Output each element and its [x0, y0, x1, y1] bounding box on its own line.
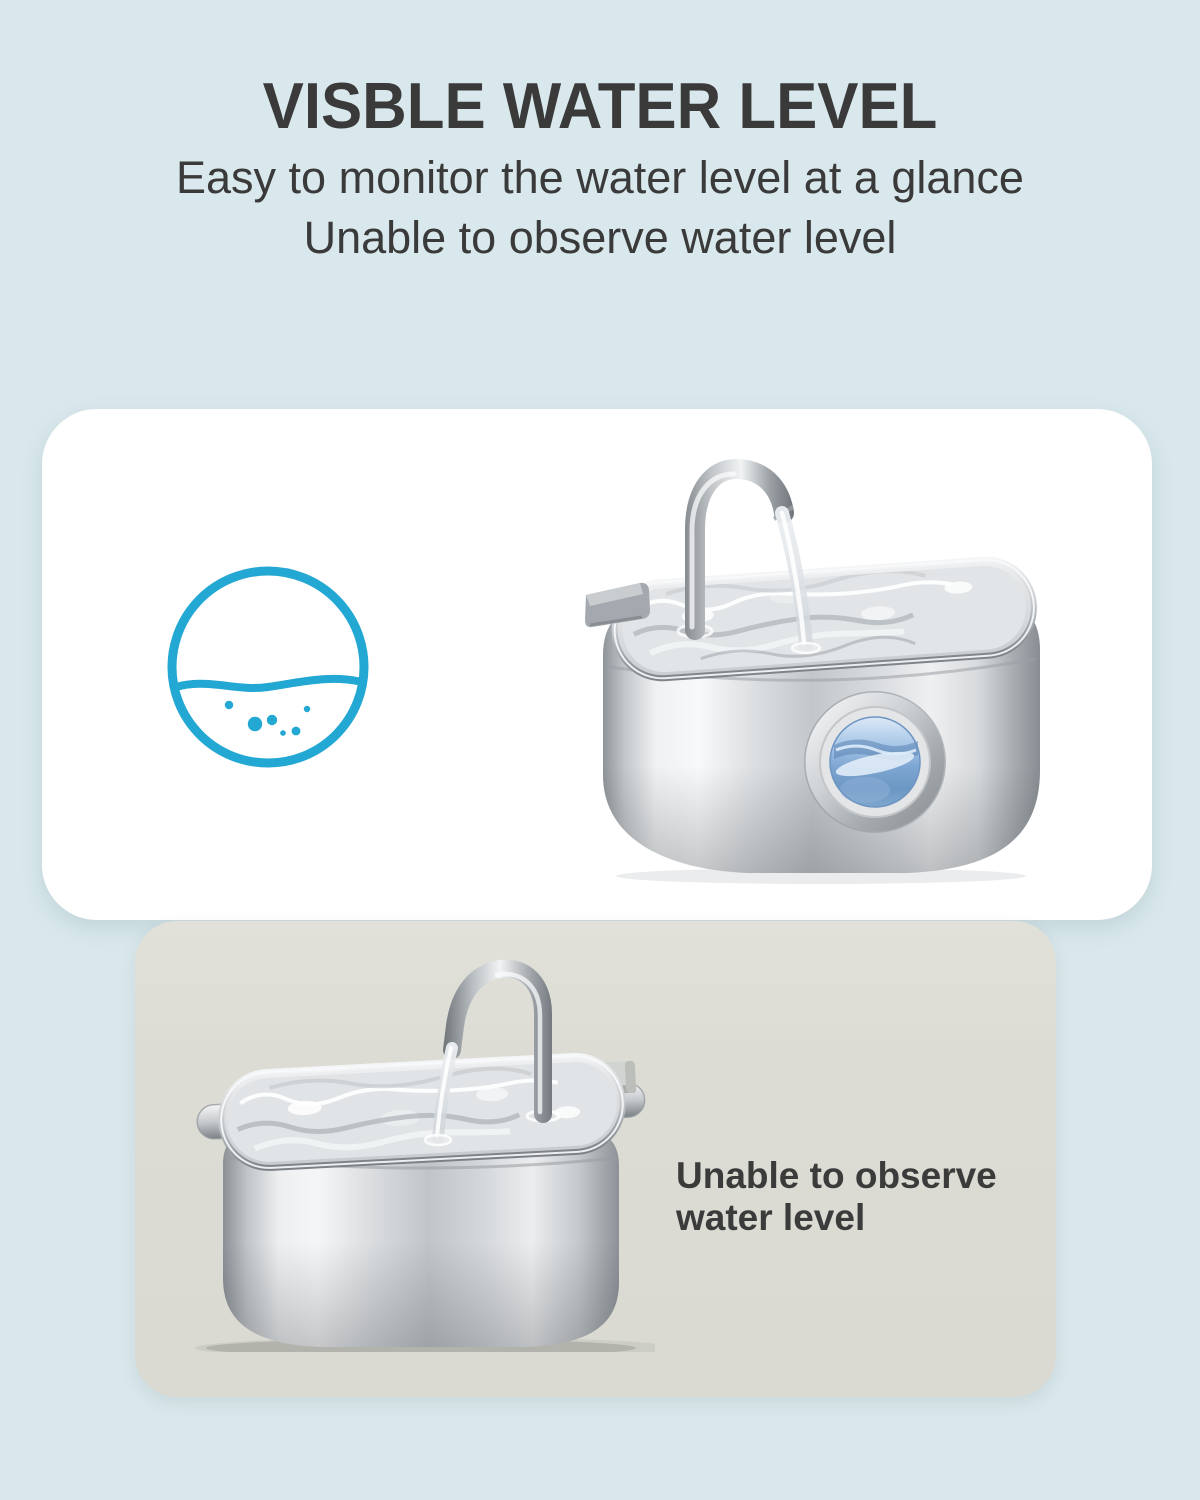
water-level-icon-circle [172, 571, 364, 763]
water-level-icon-wave [170, 679, 366, 689]
fountain-without-window-image [175, 952, 655, 1352]
caption-line-1: Unable to observe [676, 1155, 997, 1196]
viewing-window [805, 692, 945, 832]
lid-water-surface [219, 1053, 625, 1170]
hidden-card-caption [676, 1155, 1066, 1239]
fountain-with-window-image [578, 445, 1053, 885]
caption-line-2: water level [676, 1197, 866, 1238]
water-level-icon-bubbles [225, 701, 310, 736]
page-title: VISBLE WATER LEVEL [262, 69, 938, 142]
water-level-icon [164, 557, 372, 781]
page-subtitles [0, 148, 1200, 268]
subtitle-line-1: Easy to monitor the water level at a glance [176, 152, 1024, 203]
subtitle-line-2: Unable to observe water level [303, 212, 897, 263]
